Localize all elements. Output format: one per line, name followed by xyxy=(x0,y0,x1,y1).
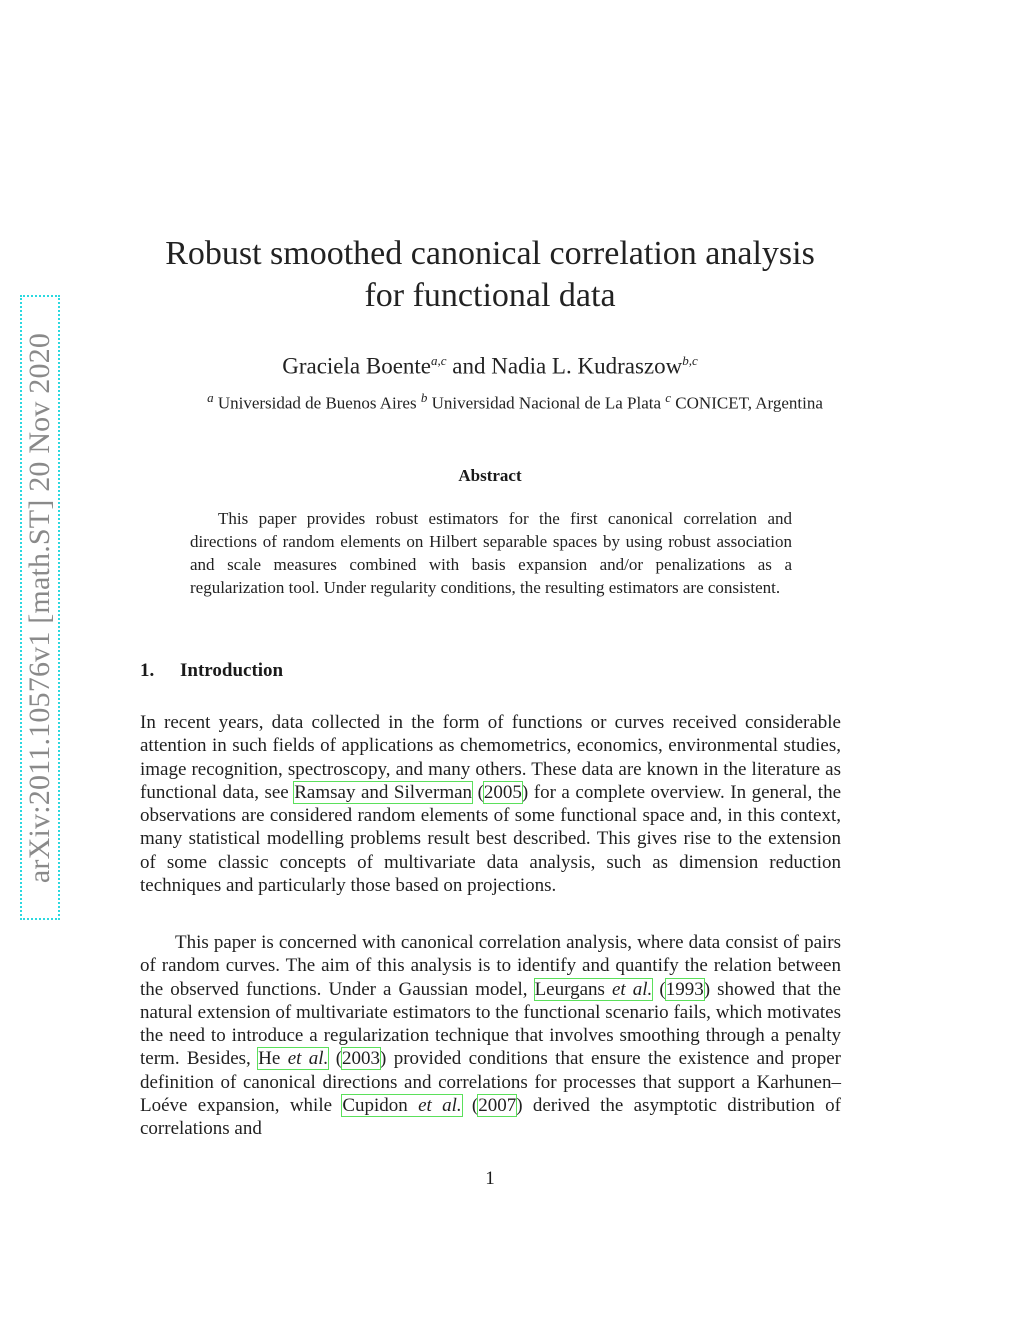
author-list xyxy=(140,353,840,380)
citation-link[interactable] xyxy=(342,1095,461,1116)
body-paragraph xyxy=(140,711,841,897)
affiliation-mark: b xyxy=(420,390,428,405)
arxiv-identifier-text: arXiv:2011.10576v1 [math.ST] 20 Nov 2020 xyxy=(23,332,56,883)
affiliation-text: Universidad de Buenos Aires xyxy=(217,393,417,413)
citation-author: Cupidon xyxy=(342,1095,419,1117)
paragraph-text: ) showed that the natural extension of multivariate estimators to the functional scenario fails, which motivates the need to introduce a regularization technique that involves smoothing through a penalty term. Besides, xyxy=(140,978,841,1070)
paragraph-text: In recent years, data collected in the form of functions or curves received considerable attention in such fields of applications as chemometrics, economics, environmental studies, image recognition, spectroscopy, and many others. These data are known in the literature as functional data, see xyxy=(140,712,841,803)
affiliations xyxy=(130,390,900,414)
title-line-1: Robust smoothed canonical correlation analysis xyxy=(165,235,815,272)
section-heading xyxy=(140,660,283,682)
citation-year-link[interactable]: 2003 xyxy=(342,1048,381,1070)
affiliation-mark: c xyxy=(665,390,672,405)
citation-etal: et al. xyxy=(418,1095,462,1117)
author-name: Graciela Boente xyxy=(282,353,432,379)
paper-title xyxy=(140,233,840,317)
affiliation-text: Universidad Nacional de La Plata xyxy=(431,393,662,413)
page-number: 1 xyxy=(485,1168,495,1189)
citation-link[interactable] xyxy=(258,1048,328,1069)
paragraph-text: ( xyxy=(328,1048,343,1070)
paragraph-text: ( xyxy=(652,978,666,1000)
author-name: Nadia L. Kudraszow xyxy=(491,353,683,379)
citation-year-link[interactable]: 2007 xyxy=(478,1095,517,1117)
paragraph-text: This paper is concerned with canonical correlation analysis, where data consist of pairs of random curves. The aim of this analysis is to identify and quantify the relation between the observed functions. Under a Gaussian model, xyxy=(140,932,841,1000)
body-paragraph xyxy=(140,931,841,1141)
citation-link[interactable] xyxy=(535,979,653,1000)
citation-year-link[interactable]: 1993 xyxy=(665,978,704,1000)
paragraph-text: ) for a complete overview. In general, the observations are considered random elements of some functional space and, in this context, many statistical modelling problems result best described. This gives rise to the extension of some classic concepts of multivariate data analysis, such as dimension reduction techniques and particularly those based on projections. xyxy=(140,781,842,897)
citation-year-link[interactable]: 2005 xyxy=(483,781,522,803)
citation-etal: et al. xyxy=(611,978,653,1000)
citation-link[interactable]: Ramsay and Silverman xyxy=(294,781,473,803)
section-title: Introduction xyxy=(180,660,284,681)
affiliation-text: CONICET, Argentina xyxy=(675,393,823,413)
affiliation-mark: a xyxy=(207,390,214,405)
section-number: 1. xyxy=(140,660,155,681)
abstract-heading: Abstract xyxy=(458,466,522,485)
author-affiliation-mark: b,c xyxy=(682,353,698,368)
paragraph-text: ) provided conditions that ensure the existence and proper definition of canonical directions and correlations for processes that support a Karhunen–Loéve expansion, while xyxy=(140,1048,842,1117)
paragraph-text: ) derived the asymptotic distribution of correlations and xyxy=(140,1095,842,1140)
abstract-text: This paper provides robust estimators for the first canonical correlation and directions of random elements on Hilbert separable spaces by using robust association and scale measures combined with basis expansion and/or penalizations as a regularization tool. Under regularity conditions, the resulting estimators are consistent. xyxy=(190,509,792,597)
paragraph-text: ( xyxy=(461,1095,479,1117)
paragraph-text: ( xyxy=(472,781,484,803)
arxiv-identifier-stamp[interactable] xyxy=(20,295,60,920)
author-affiliation-mark: a,c xyxy=(431,353,447,368)
author-separator: and xyxy=(452,353,486,379)
citation-etal: et al. xyxy=(287,1048,329,1070)
citation-author: He xyxy=(258,1048,288,1070)
title-line-2: for functional data xyxy=(364,277,616,314)
citation-author: Leurgans xyxy=(534,978,612,1000)
